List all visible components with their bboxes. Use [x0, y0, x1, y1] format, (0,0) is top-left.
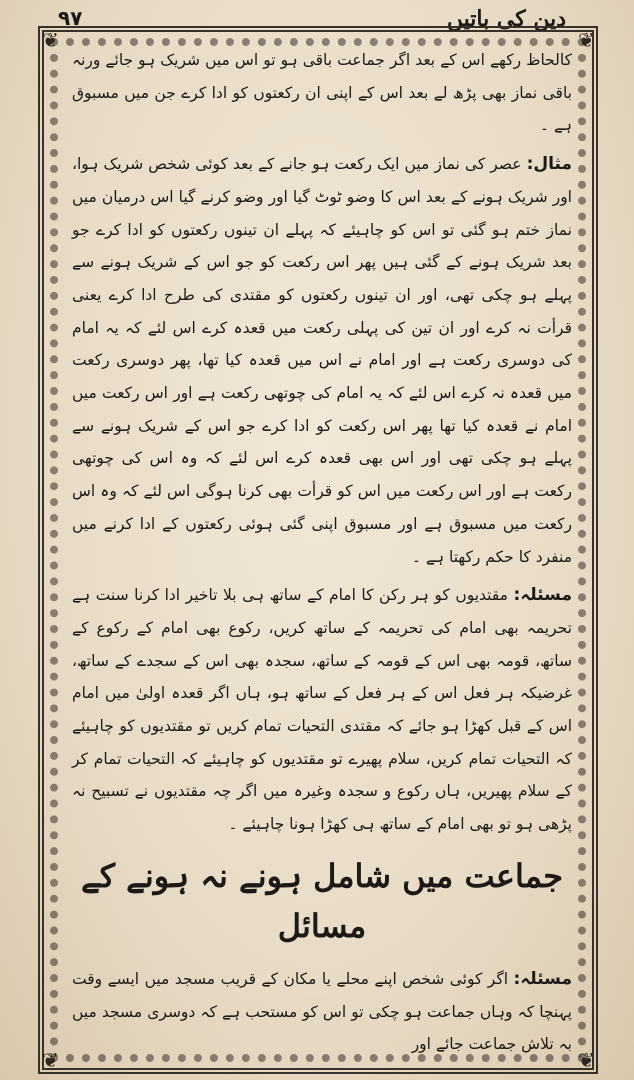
paragraph-text: اگر کوئی شخص اپنے محلے یا مکان کے قریب مسجد میں ایسے وقت پہنچا کہ وہاں جماعت ہو چکی تو اس کو مستحب ہے کہ دوسری مسجد میں بہ تلاش جماعت جائے اور [72, 969, 572, 1054]
paragraph-label: مسئلہ: [513, 585, 572, 606]
running-header-title: دین کی باتیں [446, 6, 566, 32]
leaf-ornament-icon: ❦ [578, 28, 595, 52]
leaf-ornament-icon: ❦ [578, 1048, 595, 1072]
paragraph-text: مقتدیوں کو ہر رکن کا امام کے ساتھ ہی بلا تاخیر ادا کرنا سنت ہے تحریمہ بھی امام کی تحریمہ کے ساتھ کریں، رکوع بھی امام کے رکوع کے ساتھ، قومہ بھی اس کے قومہ کے ساتھ، سجدہ بھی اس کے سجدے کے ساتھ، غرضیکہ ہر فعل اس کے ہر فعل کے ساتھ ہو، ہاں اگر قعدہ اولیٰ میں امام اس کے قبل کھڑا ہو جائے کہ مقتدی التحیات تمام کریں تو مقتدیوں کو چاہیئے کہ التحیات تمام کریں، سلام پھیرے تو مقتدیوں کو چاہیئے کہ التحیات تمام کر کے سلام پھیریں، ہاں رکوع و سجدہ وغیرہ میں اگر چہ مقتدیوں نے تسبیح نہ پڑھی ہو تو بھی امام کے ساتھ ہی کھڑا ہونا چاہیئے ۔ [72, 586, 572, 834]
page-body [72, 44, 572, 1064]
leaf-ornament-icon: ❦ [42, 28, 59, 52]
paragraph-label: مسئلہ: [513, 968, 572, 989]
paragraph-text: کالحاظ رکھے اس کے بعد اگر جماعت باقی ہو تو اس میں شریک ہو جائے ورنہ باقی نماز بھی پڑھ لے بعد اس کے اپنی ان رکعتوں کو ادا کرے جن میں مسبوق ہے ۔ [72, 51, 572, 135]
leaf-ornament-icon: ❦ [42, 1048, 59, 1072]
page-number: ۹۷ [58, 6, 83, 30]
paragraph [72, 148, 572, 573]
paragraph [72, 963, 572, 1061]
paragraph [72, 44, 572, 142]
paragraph-label: مثال: [526, 154, 572, 175]
paragraph-text: عصر کی نماز میں ایک رکعت ہو جانے کے بعد کوئی شخص شریک ہوا، اور شریک ہونے کے بعد اس کا وضو ٹوٹ گیا اور وضو کرنے گیا اس درمیان میں نماز ختم ہو گئی تو اس کو چاہیئے کہ پہلے ان تینوں رکعتوں کو ادا کرے جو بعد شریک ہونے کے گئی ہیں پھر اس رکعت کو جو اس کے شریک ہونے سے پہلے ہو چکی تھی، اور ان تینوں رکعتوں کو مقتدی کی طرح ادا کرے یعنی قرأت نہ کرے اور ان تین کی پہلی رکعت میں قعدہ کرے اس لئے کہ یہ امام کی دوسری رکعت ہے اور امام نے اس میں قعدہ کیا تھا، پھر دوسری رکعت میں قعدہ نہ کرے اس لئے کہ یہ امام کی چوتھی رکعت ہے اور اس رکعت میں امام نے قعدہ کیا تھا پھر اس رکعت کو ادا کرے جو اس کے شریک ہونے سے پہلے ہو چکی تھی اور اس بھی قعدہ کرے اس لئے کہ وہ اس کی چوتھی رکعت ہے اور اس رکعت میں اس کو قرأت بھی کرنا ہوگی اس لئے کہ وہ اس رکعت میں مسبوق ہے اور مسبوق اپنی گئی ہوئی رکعتوں کے ادا کرنے میں منفرد کا حکم رکھتا ہے ۔ [72, 155, 572, 566]
section-heading: جماعت میں شامل ہونے نہ ہونے کے مسائل [81, 856, 563, 945]
paragraph [72, 579, 572, 841]
